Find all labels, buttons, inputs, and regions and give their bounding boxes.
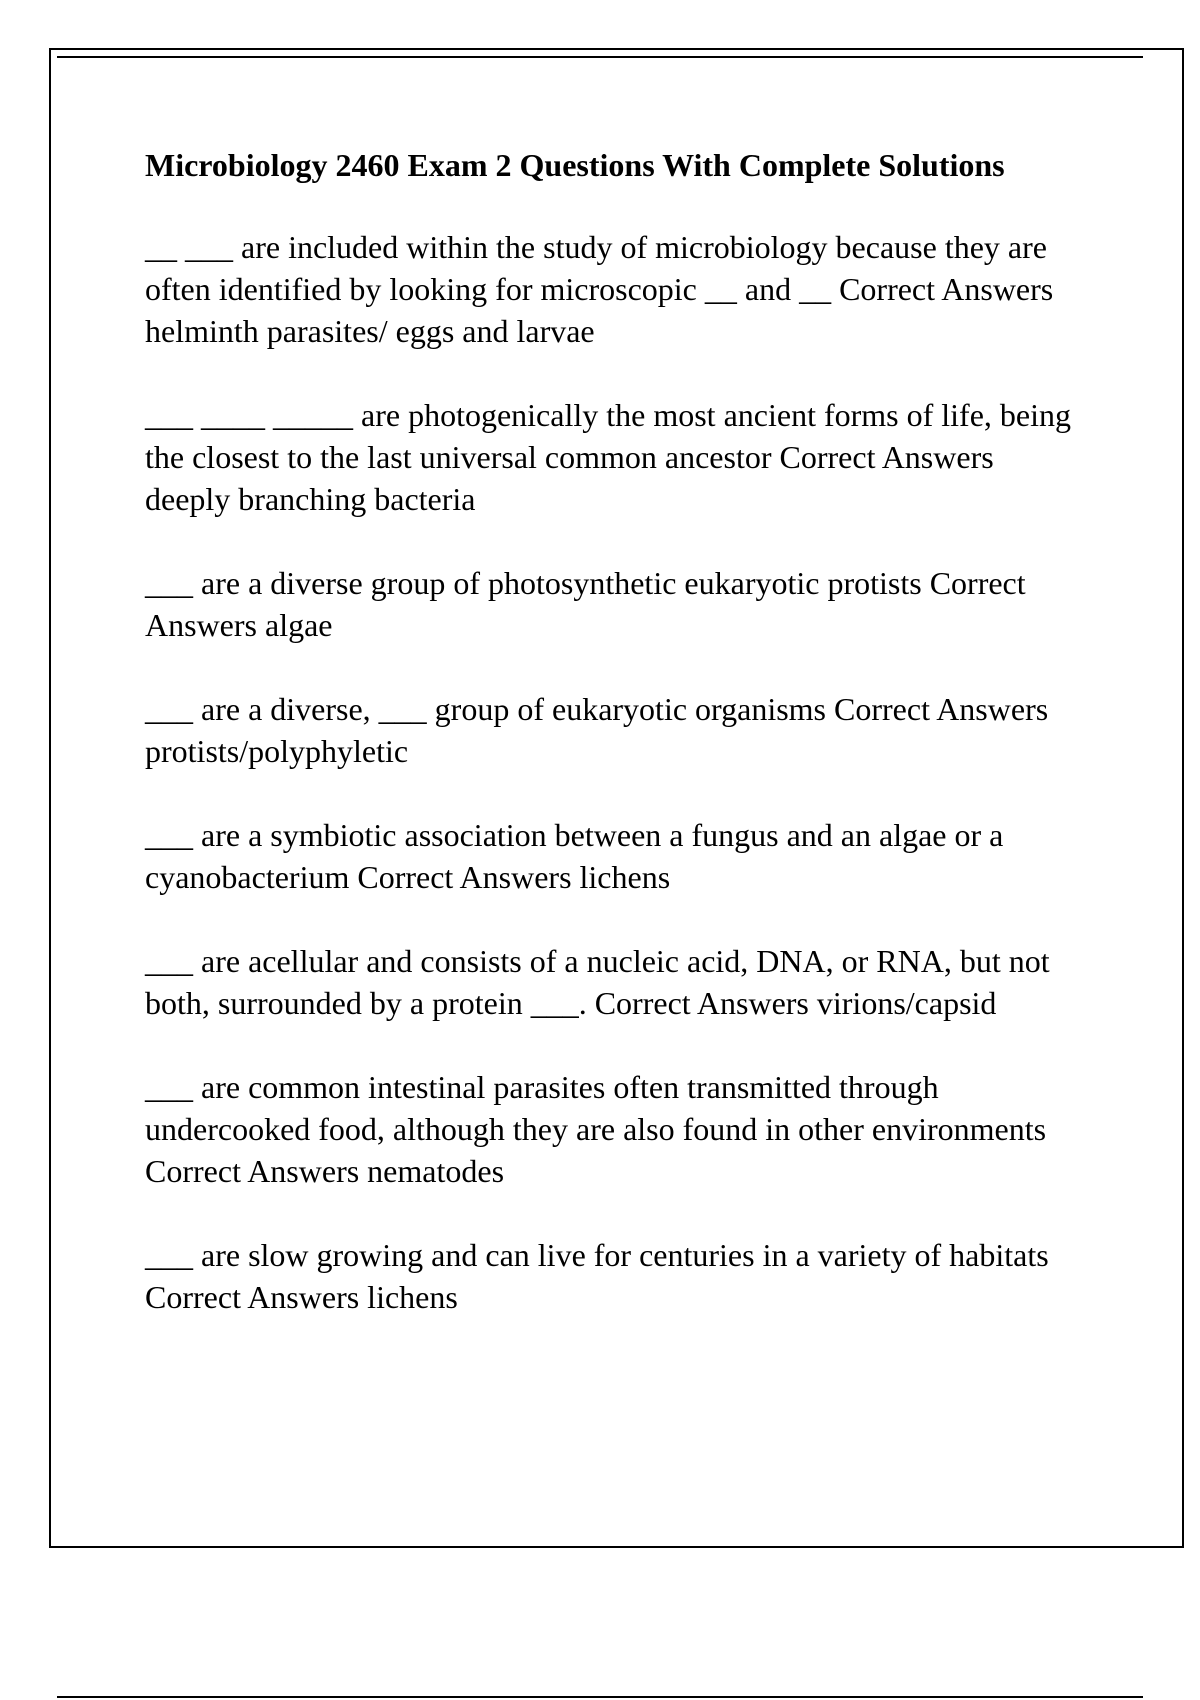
question-answer-5: ___ are a symbiotic association between a fungus and an algae or a cyanobacterium Correct Answers lichens [145,817,1004,895]
question-answer-1: __ ___ are included within the study of microbiology because they are often identified by looking for microscopic __ and __ Correct Answers helminth parasites/ eggs and larvae [145,229,1054,349]
question-answer-8: ___ are slow growing and can live for centuries in a variety of habitats Correct Answers lichens [145,1237,1049,1315]
question-answer-3: ___ are a diverse group of photosynthetic eukaryotic protists Correct Answers algae [145,565,1026,643]
top-divider [57,56,1143,58]
question-answer-4: ___ are a diverse, ___ group of eukaryotic organisms Correct Answers protists/polyphyletic [145,691,1049,769]
document-title: Microbiology 2460 Exam 2 Questions With Complete Solutions [145,147,1005,183]
question-answer-6: ___ are acellular and consists of a nucleic acid, DNA, or RNA, but not both, surrounded by a protein ___. Correct Answers virions/capsid [145,943,1050,1021]
question-answer-7: ___ are common intestinal parasites often transmitted through undercooked food, although they are also found in other environments Correct Answers nematodes [145,1069,1047,1189]
bottom-divider [57,1696,1143,1698]
question-answer-2: ___ ____ _____ are photogenically the most ancient forms of life, being the closest to the last universal common ancestor Correct Answers deeply branching bacteria [145,397,1071,517]
document-body [145,144,1075,1360]
